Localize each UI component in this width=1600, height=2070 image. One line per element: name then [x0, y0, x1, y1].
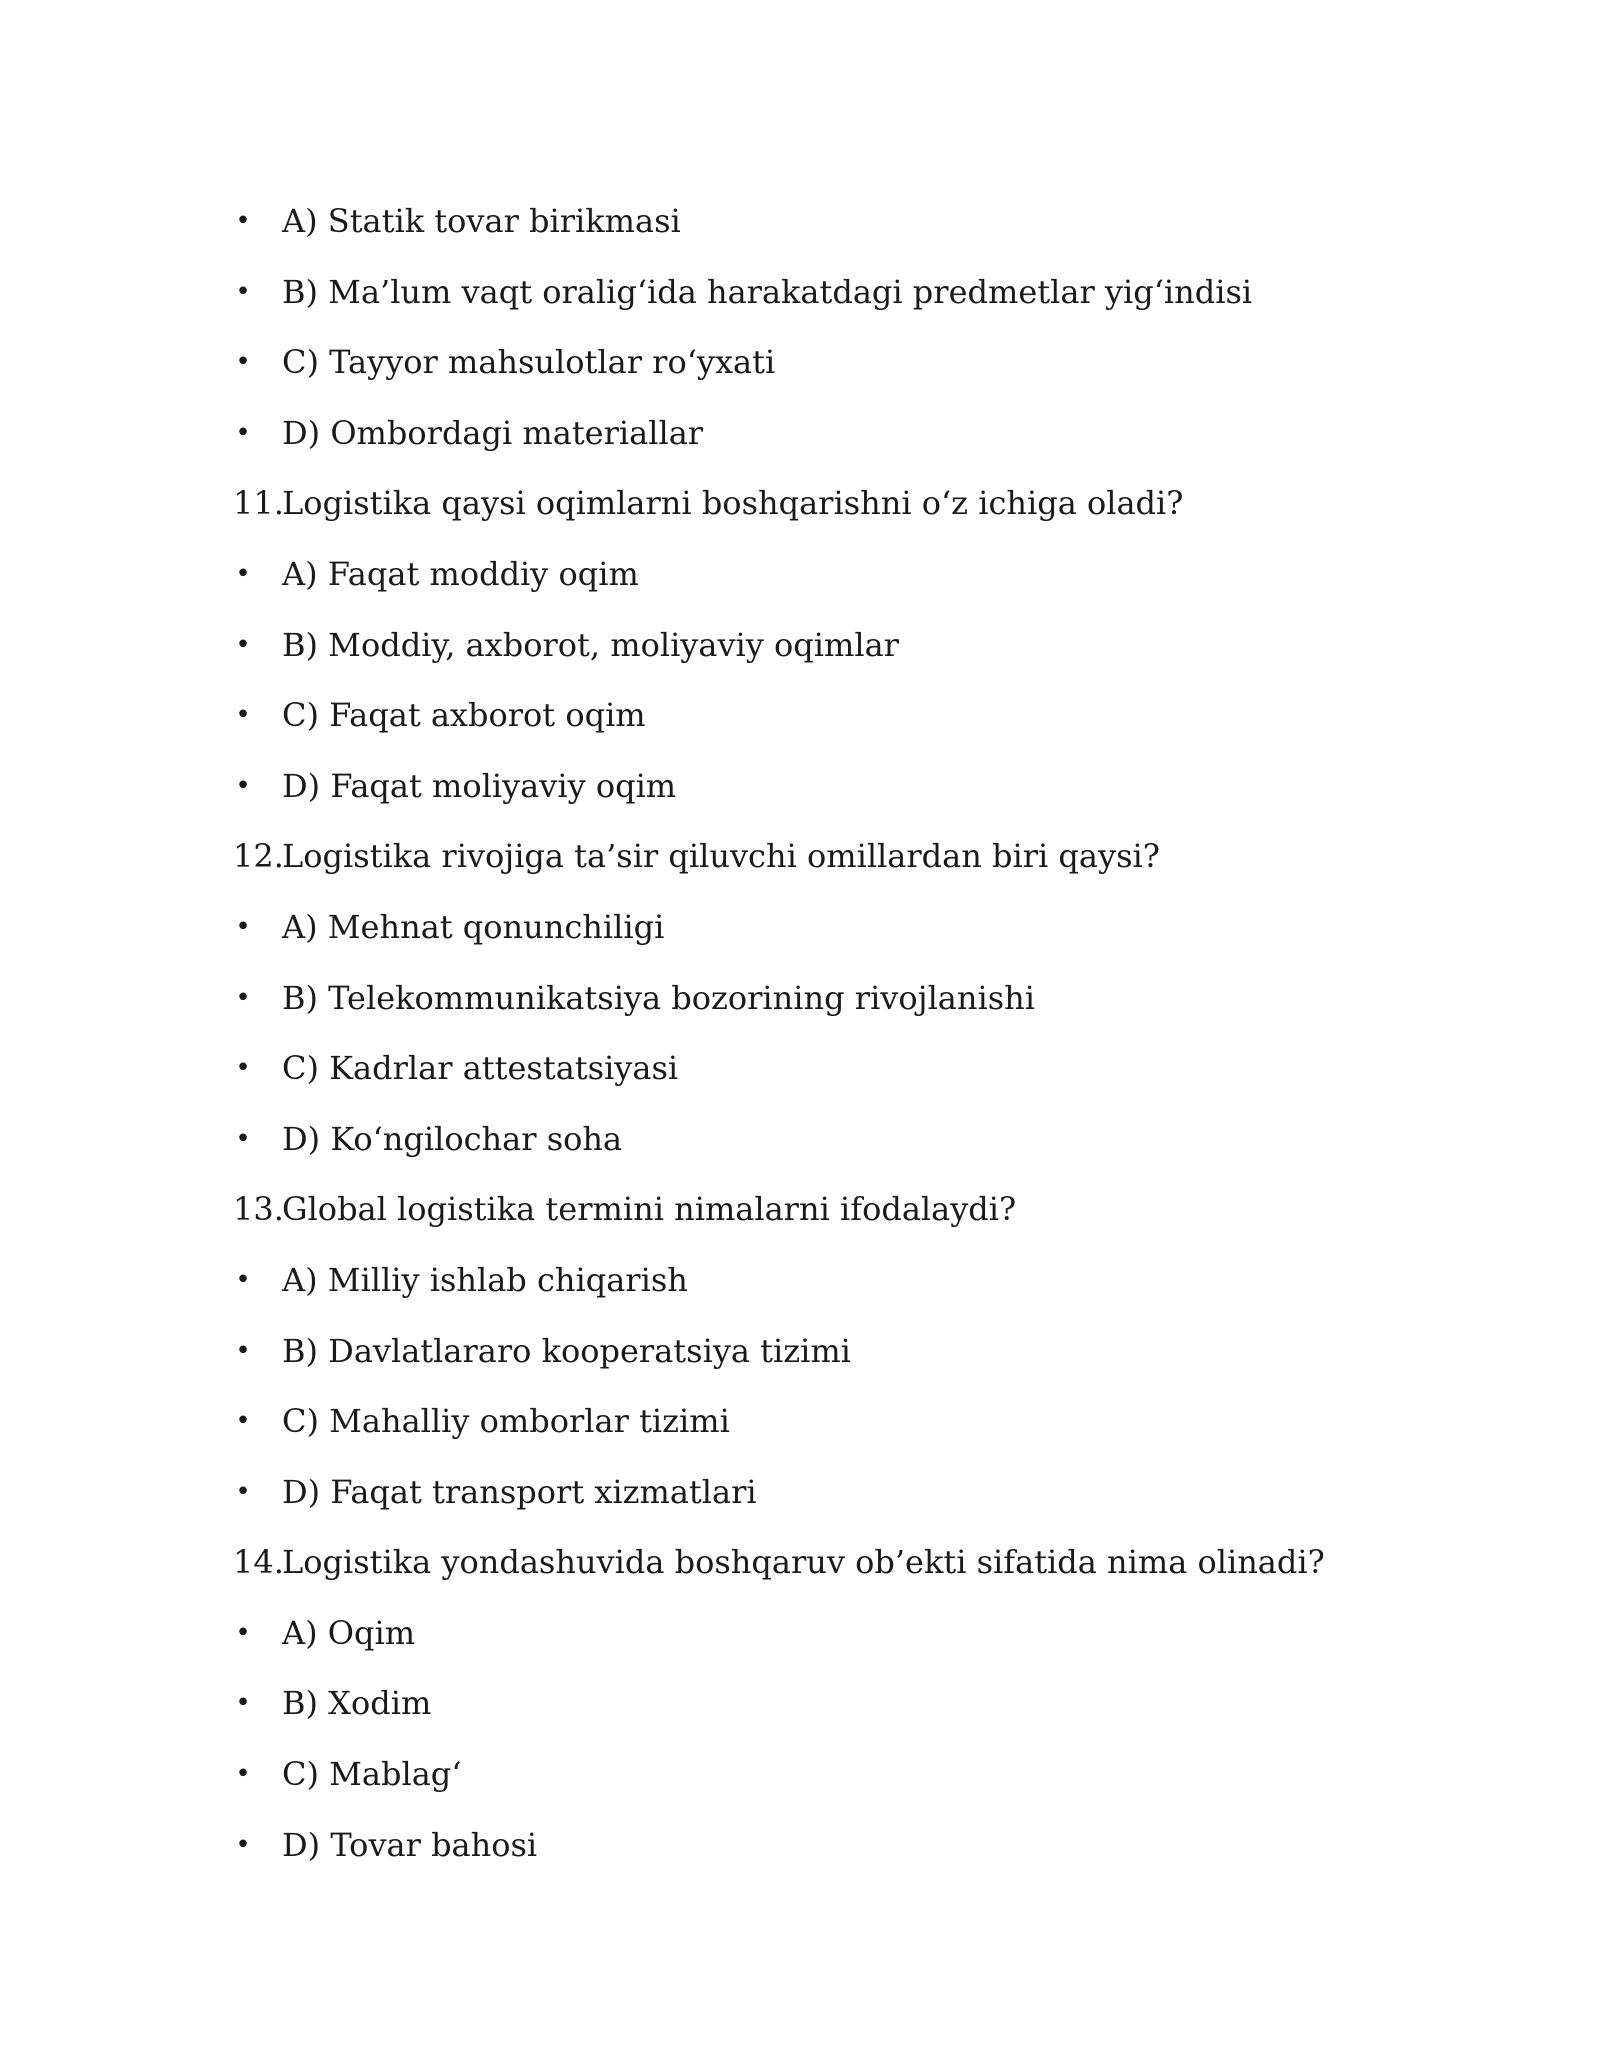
bullet-marker: • — [235, 1335, 251, 1366]
list-item — [233, 398, 1433, 469]
answer-option-text: D) Ko‘ngilochar soha — [282, 1119, 623, 1158]
bullet-marker: • — [235, 1759, 251, 1790]
bullet-marker: • — [235, 206, 251, 236]
question-text: Logistika rivojiga ta’sir qiluvchi omillardan biri qaysi? — [282, 837, 1160, 876]
list-item — [233, 1457, 1433, 1528]
list-item — [233, 680, 1433, 751]
answer-option-text: A) Milliy ishlab chiqarish — [282, 1260, 688, 1299]
answer-option-text: B) Ma’lum vaqt oralig‘ida harakatdagi predmetlar yig‘indisi — [282, 272, 1253, 311]
list-item — [233, 1104, 1433, 1175]
bullet-marker: • — [235, 1829, 251, 1860]
list-item — [233, 610, 1433, 681]
bullet-marker: • — [235, 1053, 251, 1084]
bullet-marker: • — [235, 1617, 251, 1648]
bullet-marker: • — [235, 911, 251, 942]
question-text: Logistika qaysi oqimlarni boshqarishni o‘z ichiga oladi? — [282, 484, 1184, 523]
list-item — [233, 1739, 1433, 1810]
bullet-marker: • — [235, 1123, 251, 1154]
answer-option-text: B) Davlatlararo kooperatsiya tizimi — [282, 1331, 851, 1370]
list-item — [233, 963, 1433, 1034]
answer-option-text: A) Faqat moddiy oqim — [282, 554, 639, 593]
answer-option-text: B) Xodim — [282, 1684, 432, 1723]
answer-option-text: C) Kadrlar attestatsiyasi — [282, 1049, 679, 1088]
list-item — [233, 186, 1433, 257]
answer-option-text: B) Telekommunikatsiya bozorining rivojlanishi — [282, 978, 1035, 1017]
question-item — [233, 1174, 1433, 1245]
answer-option-text: C) Faqat axborot oqim — [282, 696, 646, 735]
answer-option-text: C) Mahalliy omborlar tizimi — [282, 1402, 730, 1441]
question-number: 14. — [233, 1543, 284, 1582]
list-item — [233, 1668, 1433, 1739]
bullet-marker: • — [235, 770, 251, 801]
question-text: Logistika yondashuvida boshqaruv ob’ekti sifatida nima olinadi? — [282, 1543, 1325, 1582]
bullet-marker: • — [235, 558, 251, 589]
bullet-marker: • — [235, 1264, 251, 1295]
list-item — [233, 539, 1433, 610]
list-item — [233, 1598, 1433, 1669]
list-item — [233, 1245, 1433, 1316]
question-number: 13. — [233, 1190, 284, 1229]
document-body — [233, 186, 1433, 1880]
list-item — [233, 257, 1433, 328]
list-item — [233, 1386, 1433, 1457]
list-item — [233, 1810, 1433, 1881]
bullet-marker: • — [235, 700, 251, 731]
bullet-marker: • — [235, 276, 251, 307]
question-item — [233, 468, 1433, 539]
answer-option-text: C) Mablag‘ — [282, 1755, 462, 1794]
answer-option-text: D) Faqat transport xizmatlari — [282, 1472, 757, 1511]
question-item — [233, 1527, 1433, 1598]
answer-option-text: A) Mehnat qonunchiligi — [282, 907, 665, 946]
list-item — [233, 1033, 1433, 1104]
list-item — [233, 1316, 1433, 1387]
answer-option-text: D) Ombordagi materiallar — [282, 413, 704, 452]
bullet-marker: • — [235, 347, 251, 378]
list-item — [233, 751, 1433, 822]
answer-option-text: A) Statik tovar birikmasi — [282, 202, 681, 240]
bullet-marker: • — [235, 1688, 251, 1719]
question-item — [233, 821, 1433, 892]
question-text: Global logistika termini nimalarni ifodalaydi? — [282, 1190, 1017, 1229]
bullet-marker: • — [235, 417, 251, 448]
bullet-marker: • — [235, 982, 251, 1013]
bullet-marker: • — [235, 1406, 251, 1437]
bullet-marker: • — [235, 629, 251, 660]
answer-option-text: D) Tovar bahosi — [282, 1825, 538, 1864]
list-item — [233, 327, 1433, 398]
question-number: 11. — [233, 484, 284, 523]
answer-option-text: A) Oqim — [282, 1613, 416, 1652]
answer-option-text: B) Moddiy, axborot, moliyaviy oqimlar — [282, 625, 899, 664]
list-item — [233, 892, 1433, 963]
answer-option-text: D) Faqat moliyaviy oqim — [282, 766, 677, 805]
question-number: 12. — [233, 837, 284, 876]
bullet-marker: • — [235, 1476, 251, 1507]
answer-option-text: C) Tayyor mahsulotlar ro‘yxati — [282, 343, 776, 382]
